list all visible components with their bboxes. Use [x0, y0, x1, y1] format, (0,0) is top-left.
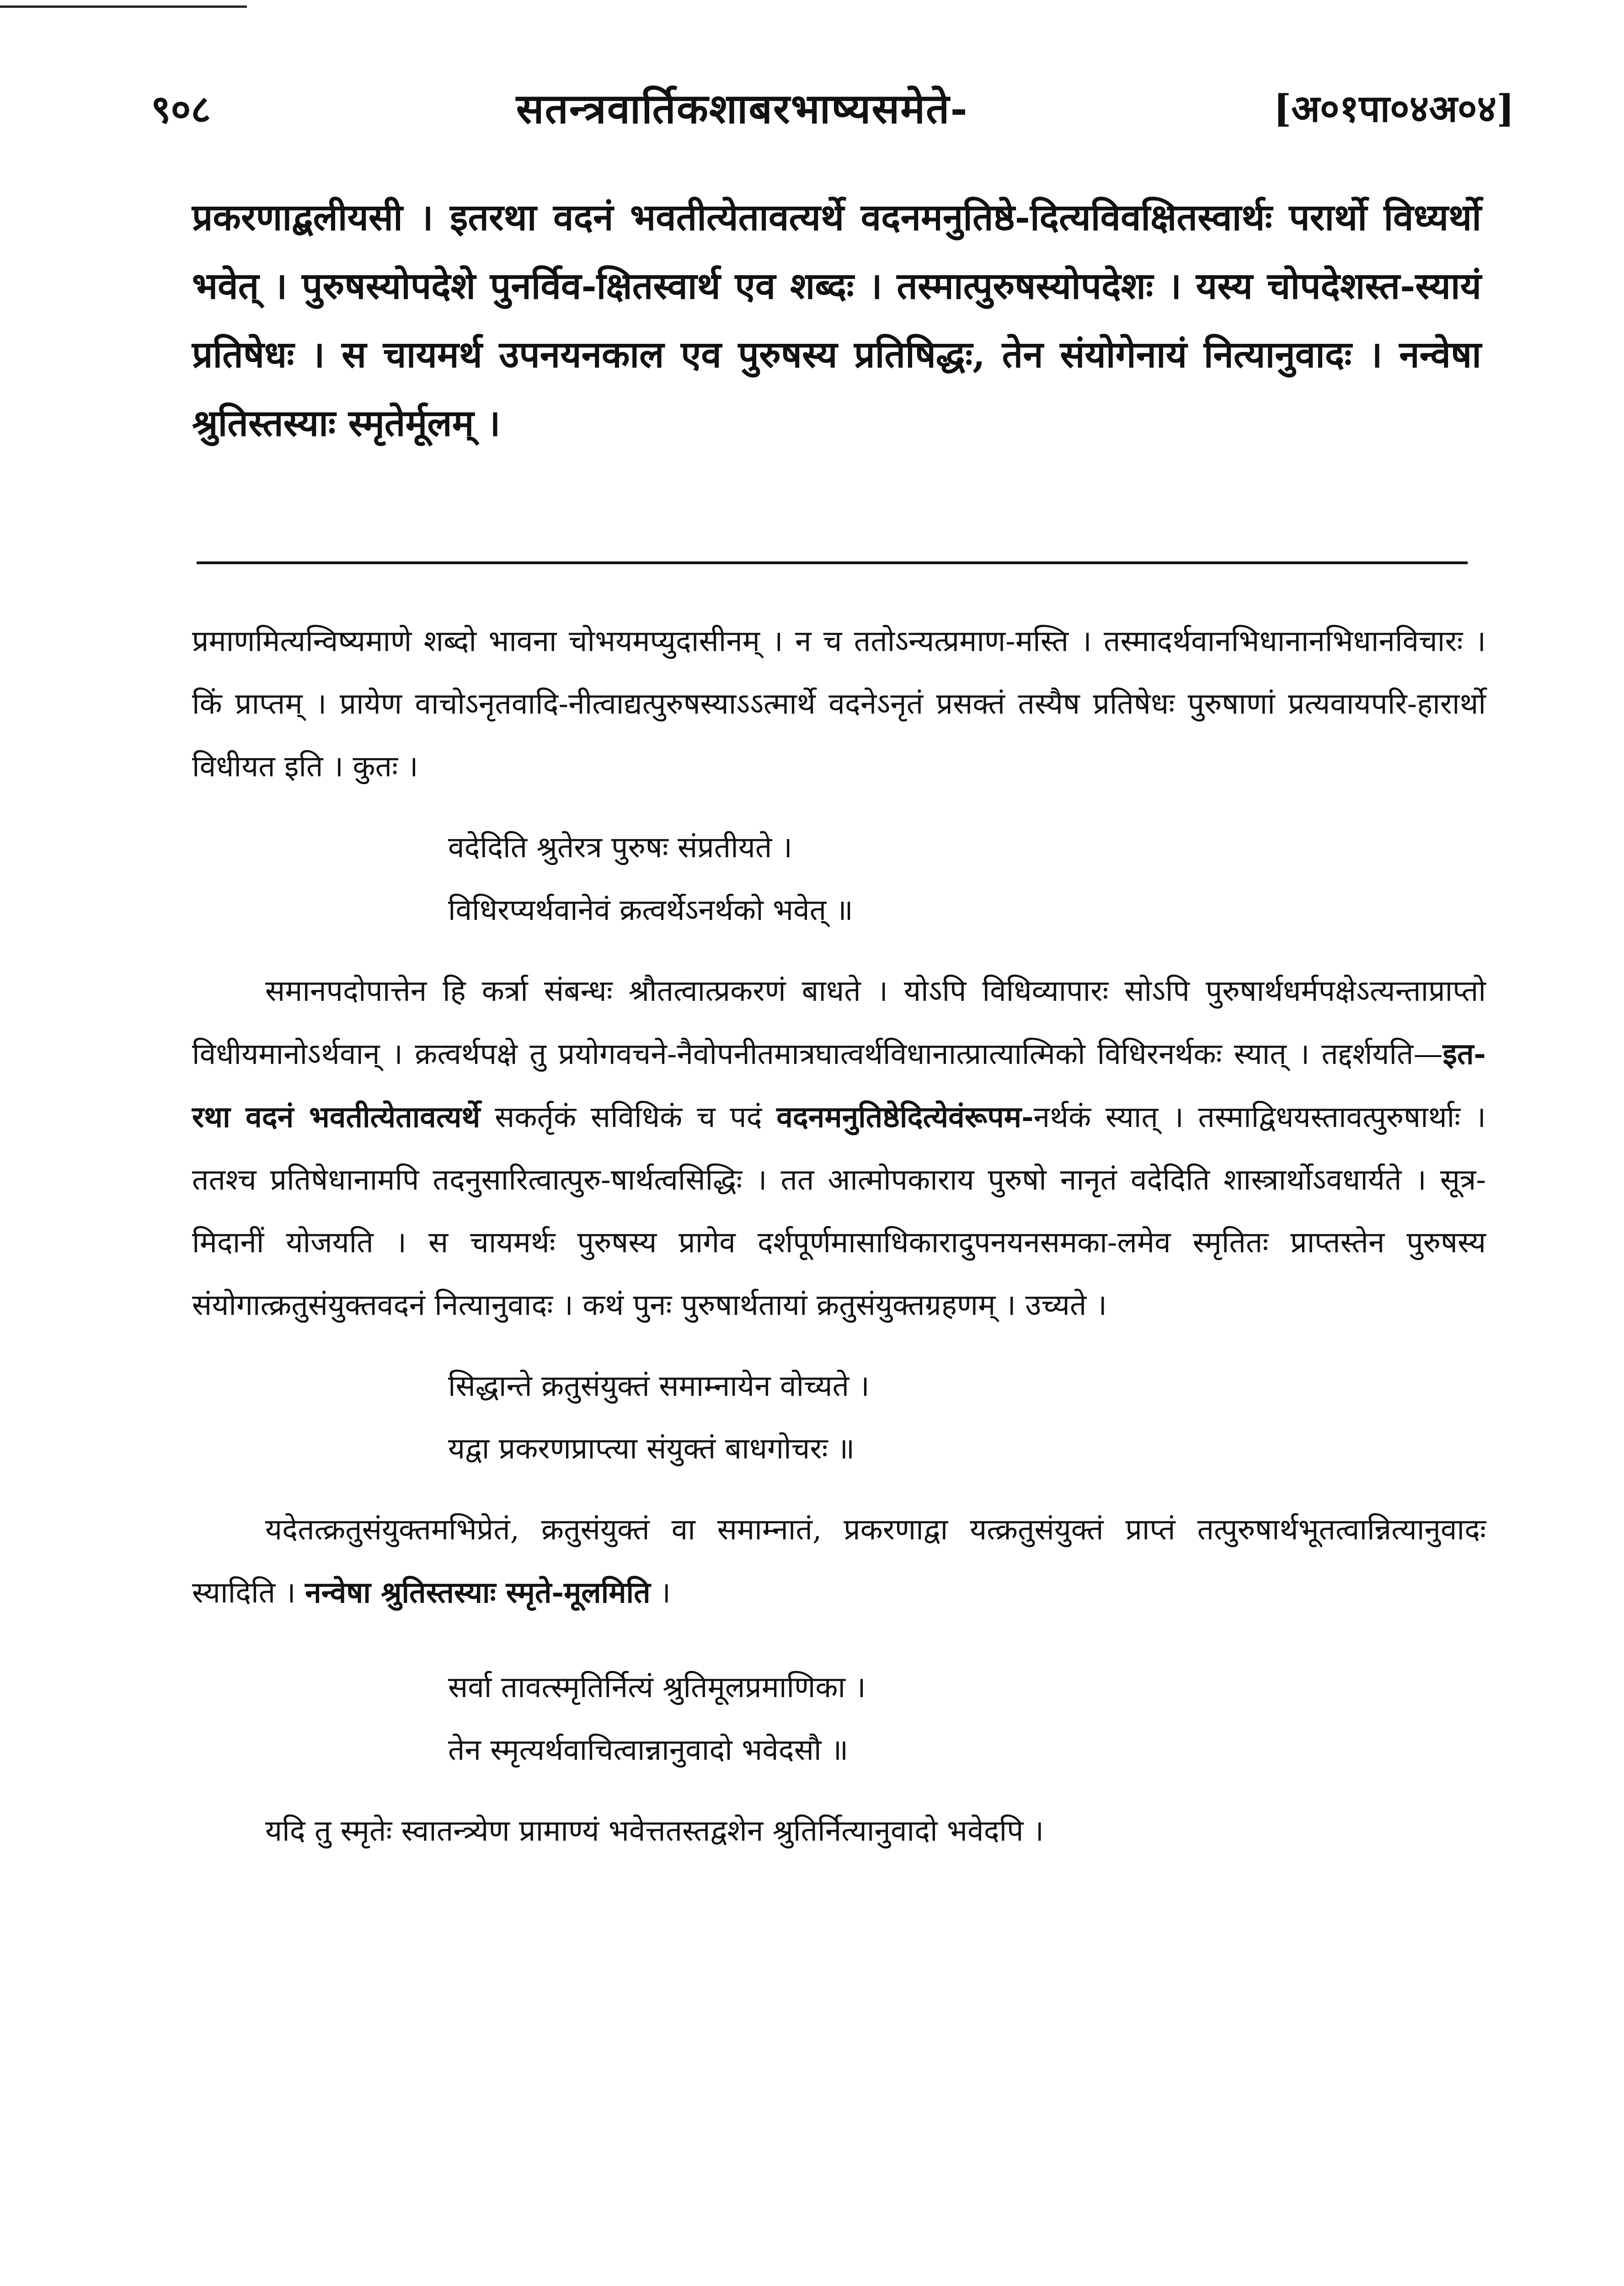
commentary-paragraph-3	[192, 1499, 1486, 1624]
paragraph-3-text-a: यदेतत्क्रतुसंयुक्तमभिप्रेतं, क्रतुसंयुक्तं वा समाम्नातं, प्रकरणाद्वा यत्क्रतुसंयुक्तं प्राप्तं तत्पुरुषार्थभूतत्वान्नित्यानुवादः स्यादिति ।	[192, 1513, 1486, 1610]
tantravartika-commentary	[192, 610, 1486, 1863]
verse-3-line-1: सर्वा तावत्स्मृतिर्नित्यं श्रुतिमूलप्रमाणिका ।	[448, 1671, 866, 1704]
section-divider	[197, 561, 1468, 564]
paragraph-2-pratika-a: इत-रथा वदनं भवतीत्येतावत्यर्थे	[192, 1037, 1486, 1134]
verse-2-line-1: सिद्धान्ते क्रतुसंयुक्तं समाम्नायेन वोच्यते ।	[448, 1369, 870, 1403]
commentary-paragraph-4: यदि तु स्मृतेः स्वातन्त्र्येण प्रामाण्यं भवेत्ततस्तद्वशेन श्रुतिर्नित्यानुवादो भवेदपि ।	[265, 1814, 1044, 1848]
verse-1	[192, 817, 1486, 942]
running-title: सतन्त्रवार्तिकशाबरभाष्यसमेते-	[516, 85, 968, 133]
commentary-paragraph-1: प्रमाणमित्यन्विष्यमाणे शब्दो भावना चोभयमप्युदासीनम् । न च ततोऽन्यत्प्रमाण-मस्ति । तस्मादर्थवानभिधानानभिधानविचारः । किं प्राप्तम् । प्रायेण वाचोऽनृतवादि-नीत्वाद्यत्पुरुषस्याऽऽत्मार्थे वदनेऽनृतं प्रसक्तं तस्यैष प्रतिषेधः पुरुषाणां प्रत्यवायपरि-हारार्थो विधीयत इति । कुतः ।	[192, 625, 1486, 784]
paragraph-2-text-c: सकर्तृकं सविधिकं च पदं	[480, 1100, 777, 1134]
paragraph-2-text-e: नर्थकं स्यात् । तस्माद्विधयस्तावत्पुरुषार्थाः । ततश्च प्रतिषेधानामपि तदनुसारित्वात्पुरु-षार्थत्वसिद्धिः । तत आत्मोपकाराय पुरुषो नानृतं वदेदिति शास्त्रार्थोऽवधार्यते । सूत्र-मिदानीं योजयति । स चायमर्थः पुरुषस्य प्रागेव दर्शपूर्णमासाधिकारादुपनयनसमका-लमेव स्मृतितः प्राप्तस्तेन पुरुषस्य संयोगात्क्रतुसंयुक्तवदनं नित्यानुवादः । कथं पुनः पुरुषार्थतायां क्रतुसंयुक्तग्रहणम् । उच्यते ।	[192, 1100, 1486, 1322]
page-header	[151, 73, 1514, 142]
verse-3	[192, 1656, 1486, 1782]
verse-2	[192, 1355, 1486, 1480]
paragraph-2-text-a: समानपदोपात्तेन हि कर्त्रा संबन्धः श्रौतत्वात्प्रकरणं बाधते । योऽपि विधिव्यापारः सोऽपि पुरुषार्थधर्मपक्षेऽत्यन्ताप्राप्तो विधीयमानोऽर्थवान् । क्रत्वर्थपक्षे तु प्रयोगवचने-नैवोपनीतमात्रघात्वर्थविधानात्प्रात्यात्मिको विधिरनर्थकः स्यात् । तद्दर्शयति—	[192, 974, 1486, 1071]
paragraph-2-pratika-b: वदनमनुतिष्ठेदित्येवंरूपम-	[776, 1100, 1034, 1134]
paragraph-3-text-c: ।	[650, 1576, 671, 1610]
verse-3-line-2: तेन स्मृत्यर्थवाचित्वान्नानुवादो भवेदसौ ॥	[448, 1733, 849, 1767]
verse-2-line-2: यद्वा प्रकरणप्राप्त्या संयुक्तं बाधगोचरः ॥	[448, 1432, 855, 1466]
section-reference: [अ०१पा०४अ०४]	[1273, 87, 1514, 131]
paragraph-3-pratika: नन्वेषा श्रुतिस्तस्याः स्मृते-मूलमिति	[305, 1576, 651, 1610]
page-number: ९०८	[151, 86, 211, 132]
verse-1-line-1: वदेदिति श्रुतेरत्र पुरुषः संप्रतीयते ।	[448, 831, 792, 865]
sutra-bhashya-text: प्रकरणाद्बलीयसी । इतरथा वदनं भवतीत्येतावत्यर्थे वदनमनुतिष्ठे-दित्यविवक्षितस्वार्थः परार्थो विध्यर्थो भवेत् । पुरुषस्योपदेशे पुनर्विव-क्षितस्वार्थ एव शब्दः । तस्मात्पुरुषस्योपदेशः । यस्य चोपदेशस्त-स्यायं प्रतिषेधः । स चायमर्थ उपनयनकाल एव पुरुषस्य प्रतिषिद्धः, तेन संयोगेनायं नित्यानुवादः । नन्वेषा श्रुतिस्तस्याः स्मृतेर्मूलम् ।	[192, 196, 1481, 444]
top-rule	[0, 5, 247, 8]
commentary-paragraph-2	[192, 960, 1486, 1337]
verse-1-line-2: विधिरप्यर्थवानेवं क्रत्वर्थेऽनर्थको भवेत् ॥	[448, 893, 853, 927]
